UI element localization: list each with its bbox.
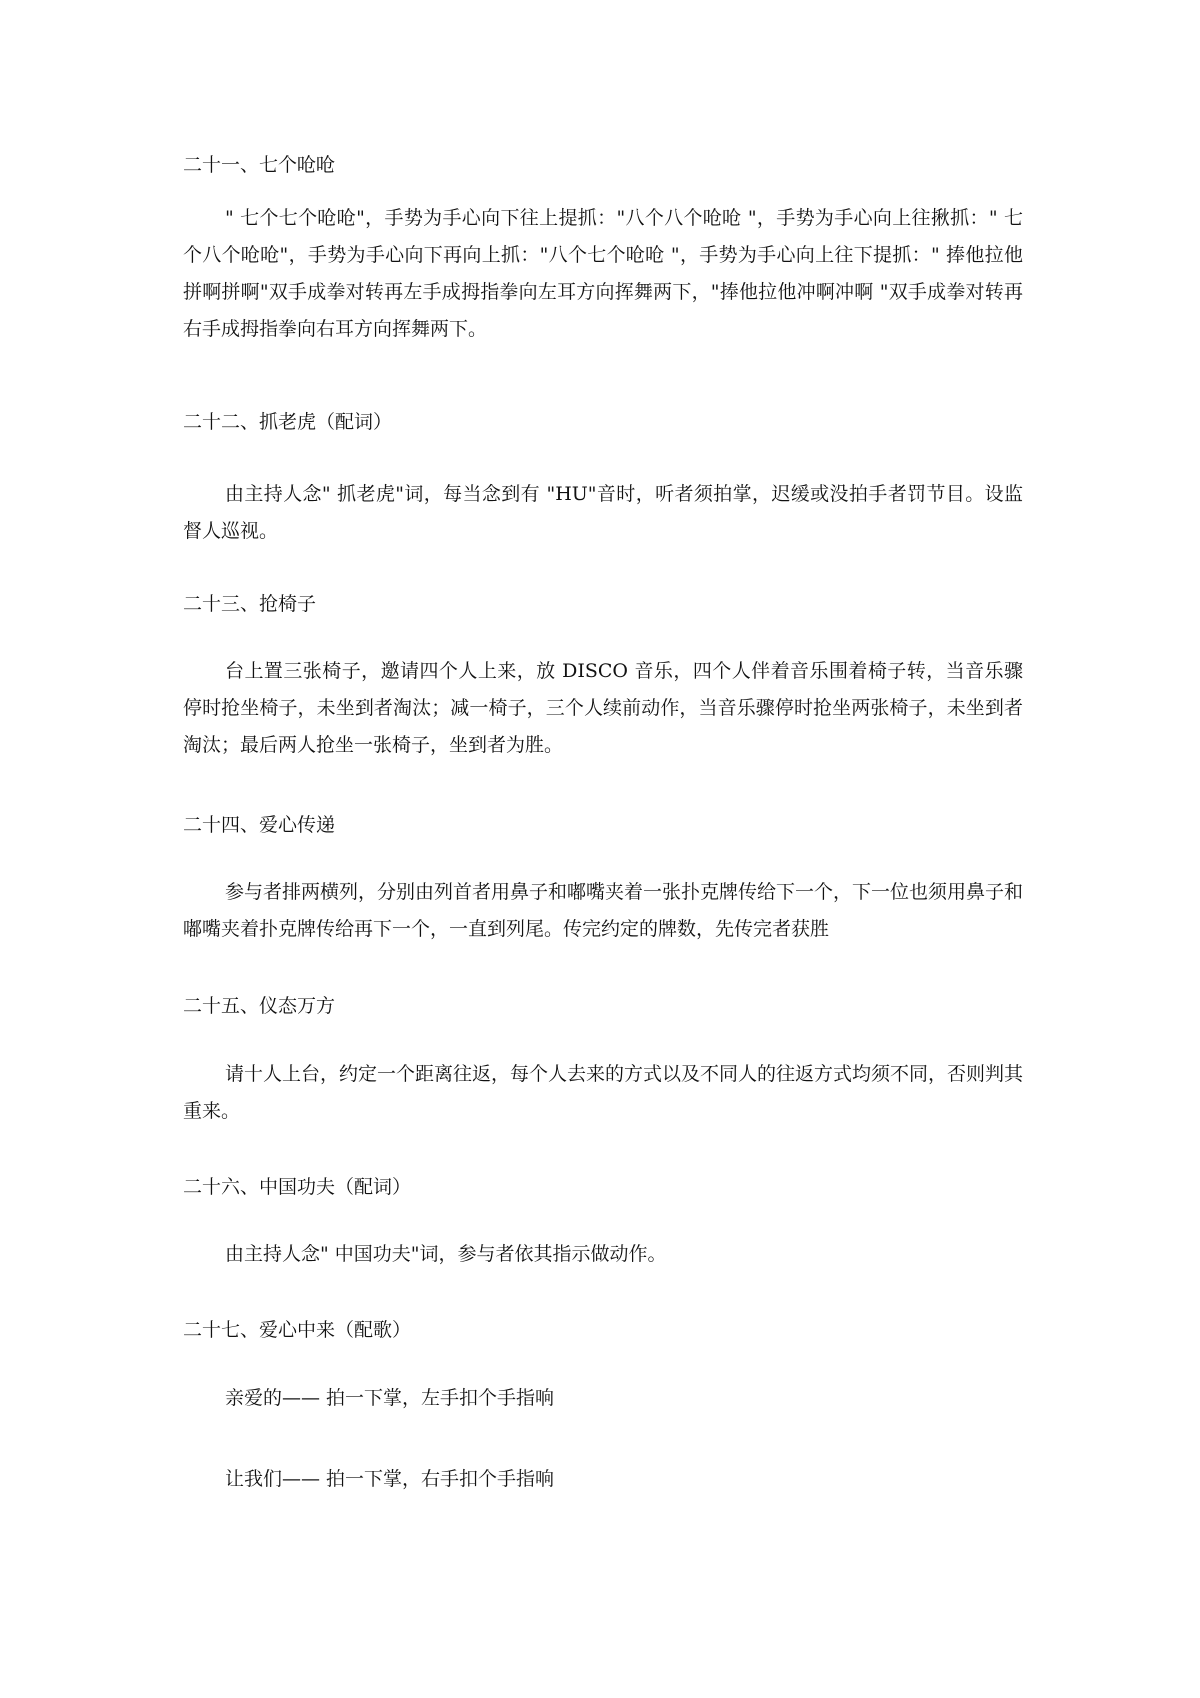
section-heading-25: 二十五、仪态万方 [183,995,336,1017]
section-heading-24: 二十四、爱心传递 [183,814,336,836]
section-heading-23: 二十三、抢椅子 [183,593,317,615]
section-paragraph-27-line-1: 亲爱的—— 拍一下掌，左手扣个手指响 [225,1387,555,1409]
section-heading-22: 二十二、抓老虎（配词） [183,411,393,433]
section-heading-21: 二十一、七个呛呛 [183,154,336,176]
section-paragraph-22: 由主持人念" 抓老虎"词，每当念到有 "HU"音时，听者须拍掌，迟缓或没拍手者罚节目。设监督人巡视。 [183,483,1023,542]
section-paragraph-25: 请十人上台，约定一个距离往返，每个人去来的方式以及不同人的往返方式均须不同，否则判其重来。 [183,1063,1024,1122]
section-paragraph-21: " 七个七个呛呛"，手势为手心向下往上提抓："八个八个呛呛 "，手势为手心向上往揪抓：" 七个八个呛呛"，手势为手心向下再向上抓："八个七个呛呛 "，手势为手心向上往下提抓：" 捧他拉他拼啊拼啊"双手成拳对转再左手成拇指拳向左耳方向挥舞两下，"捧他拉他冲啊冲啊 "双手成拳对转再右手成拇指拳向右耳方向挥舞两下。 [183,207,1023,340]
section-paragraph-23: 台上置三张椅子，邀请四个人上来，放 DISCO 音乐，四个人伴着音乐围着椅子转，当音乐骤停时抢坐椅子，未坐到者淘汰；减一椅子，三个人续前动作，当音乐骤停时抢坐两张椅子，未坐到者淘汰；最后两人抢坐一张椅子，坐到者为胜。 [183,660,1023,756]
section-paragraph-24: 参与者排两横列，分别由列首者用鼻子和嘟嘴夹着一张扑克牌传给下一个，下一位也须用鼻子和嘟嘴夹着扑克牌传给再下一个，一直到列尾。传完约定的牌数，先传完者获胜 [183,881,1024,940]
section-paragraph-26: 由主持人念" 中国功夫"词，参与者依其指示做动作。 [225,1243,667,1265]
section-paragraph-27-line-2: 让我们—— 拍一下掌，右手扣个手指响 [225,1468,555,1490]
section-heading-27: 二十七、爱心中来（配歌） [183,1319,412,1341]
section-heading-26: 二十六、中国功夫（配词） [183,1176,412,1198]
